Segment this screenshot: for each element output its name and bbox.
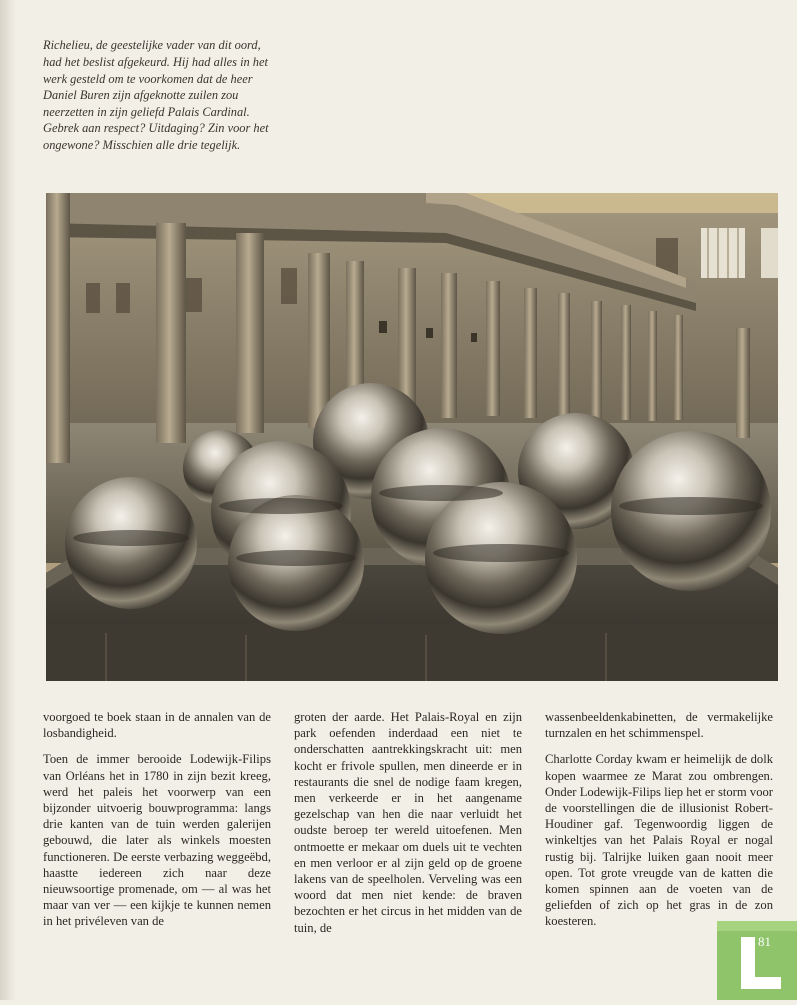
- text-column-1: [43, 709, 271, 940]
- photo-caption: Richelieu, de geestelijke vader van dit oord, had het beslist afgekeurd. Hij had alles in het werk gesteld om te voorkomen dat de heer Daniel Buren zijn afgeknotte zuilen zou neerzetten in zijn geliefd Palais Cardinal. Gebrek aan respect? Uitdaging? Zin voor het ongewone? Misschien alle drie tegelijk.: [43, 38, 269, 152]
- page-number: 81: [758, 934, 771, 949]
- logo-icon: [717, 921, 797, 1000]
- page-edge: [0, 0, 16, 1000]
- text-column-2: [294, 709, 522, 946]
- text-column-3: [545, 709, 773, 940]
- paragraph: voorgoed te boek staan in de annalen van de losbandigheid.: [43, 710, 271, 741]
- photo-palais-royal-spheres: [46, 193, 778, 681]
- paragraph: Charlotte Corday kwam er heimelijk de dolk kopen waarmee ze Marat zou ombrengen. Onder Lodewijk-Filips liep het er storm voor de voorstellingen die de illusionist Robert-Houdiner gaf. Tegenwoordig liggen de winkeltjes van het Palais Royal er nogal rustig bij. Talrijke luiken gaan nooit meer open. Tot grote vreugde van de katten die komen spinnen aan de voeten van de geliefden of zich op het gras in de zon koesteren.: [545, 752, 773, 929]
- paragraph: wassenbeeldenkabinetten, de vermakelijke turnzalen en het schimmenspel.: [545, 710, 773, 741]
- paragraph: Toen de immer berooide Lodewijk-Filips van Orléans het in 1780 in zijn bezit kreeg, werd het paleis het voorwerp van een bijzonder uitvoerig bouwprogramma: langs drie kanten van de tuin werden galerijen gebouwd, die later als winkels moesten functioneren. De eerste verbazing weggeëbd, haastte iedereen zich naar deze nieuwsoortige promenade, om — al was het maar van ver — een kijkje te kunnen nemen in het privéleven van de: [43, 752, 271, 929]
- paragraph: groten der aarde. Het Palais-Royal en zijn park oefenden inderdaad een niet te onderschatten aantrekkingskracht uit: men kocht er frivole spullen, men dineerde er in restaurants die snel de nodige faam kregen, men verkeerde er in het aangename gezelschap van hen die naar verluidt het oudste beroep ter wereld uitoefenen. Men ontmoette er mekaar om duels uit te vechten en men verloor er al zijn geld op de groene lakens van de speelholen. Verveling was een woord dat men niet kende: de braven bezochten er het circus in het midden van de tuin, de: [294, 710, 522, 935]
